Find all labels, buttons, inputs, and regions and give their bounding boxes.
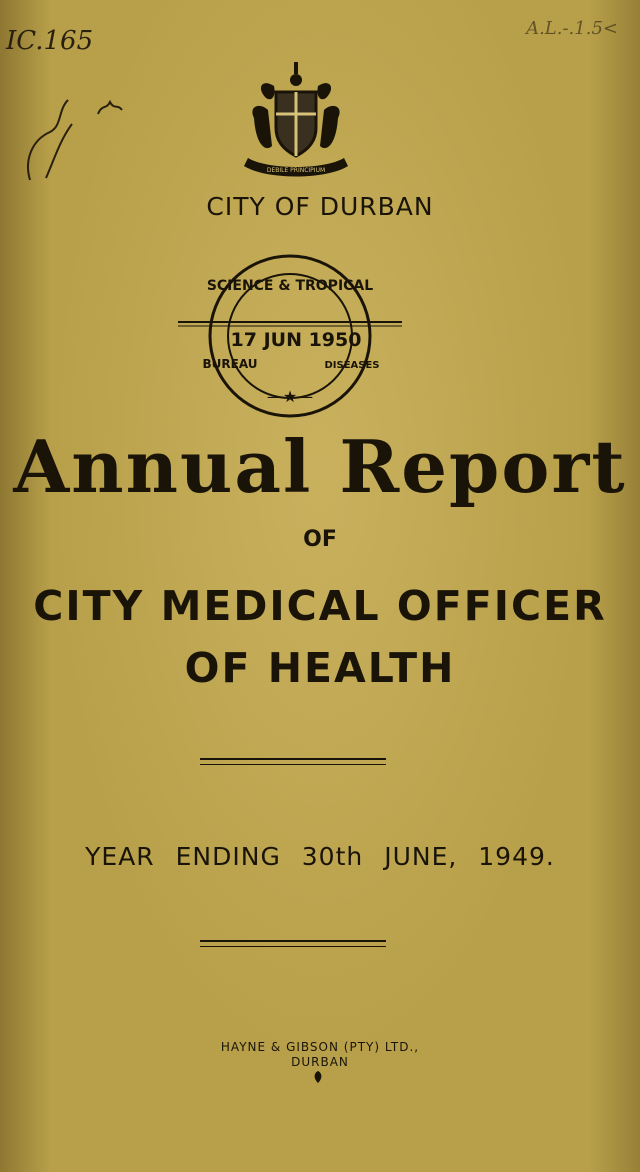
of-health-title: OF HEALTH (184, 644, 456, 692)
day-word: 30th (301, 842, 364, 871)
annual-report-heading: Annual Report (13, 424, 627, 509)
coat-of-arms-icon (236, 58, 356, 188)
stamp-date: 17 JUN 1950 (230, 329, 362, 351)
printer-name: HAYNE & GIBSON (PTY) LTD., (220, 1040, 420, 1054)
svg-text:DEBILE PRINCIPIUM: DEBILE PRINCIPIUM (266, 167, 326, 174)
printer-city: DURBAN (291, 1055, 349, 1069)
stamp-top-text: SCIENCE & TROPICAL (206, 278, 374, 294)
month-word: JUNE, (384, 842, 458, 871)
handwritten-scribble (10, 80, 130, 190)
printer-imprint (0, 1040, 640, 1070)
stamp-left-text: BUREAU (202, 357, 258, 371)
of-connector: OF (303, 527, 337, 552)
handwritten-call-number: IC.165 (6, 26, 94, 56)
officer-title: CITY MEDICAL OFFICER (33, 582, 607, 630)
year-number: 1949. (478, 842, 555, 871)
ending-word: ENDING (175, 842, 281, 871)
svg-text:—★—: —★— (266, 387, 314, 406)
year-word: YEAR (85, 842, 155, 871)
divider-rule-top (200, 758, 386, 765)
stamp-right-text: DISEASES (324, 360, 380, 371)
year-ending-line (0, 842, 640, 871)
handwritten-corner-note: A.L.-.1.5< (526, 18, 618, 39)
city-title: CITY OF DURBAN (206, 192, 434, 221)
divider-rule-bottom (200, 940, 386, 947)
printer-mark-icon (312, 1070, 324, 1084)
library-stamp (178, 250, 402, 422)
